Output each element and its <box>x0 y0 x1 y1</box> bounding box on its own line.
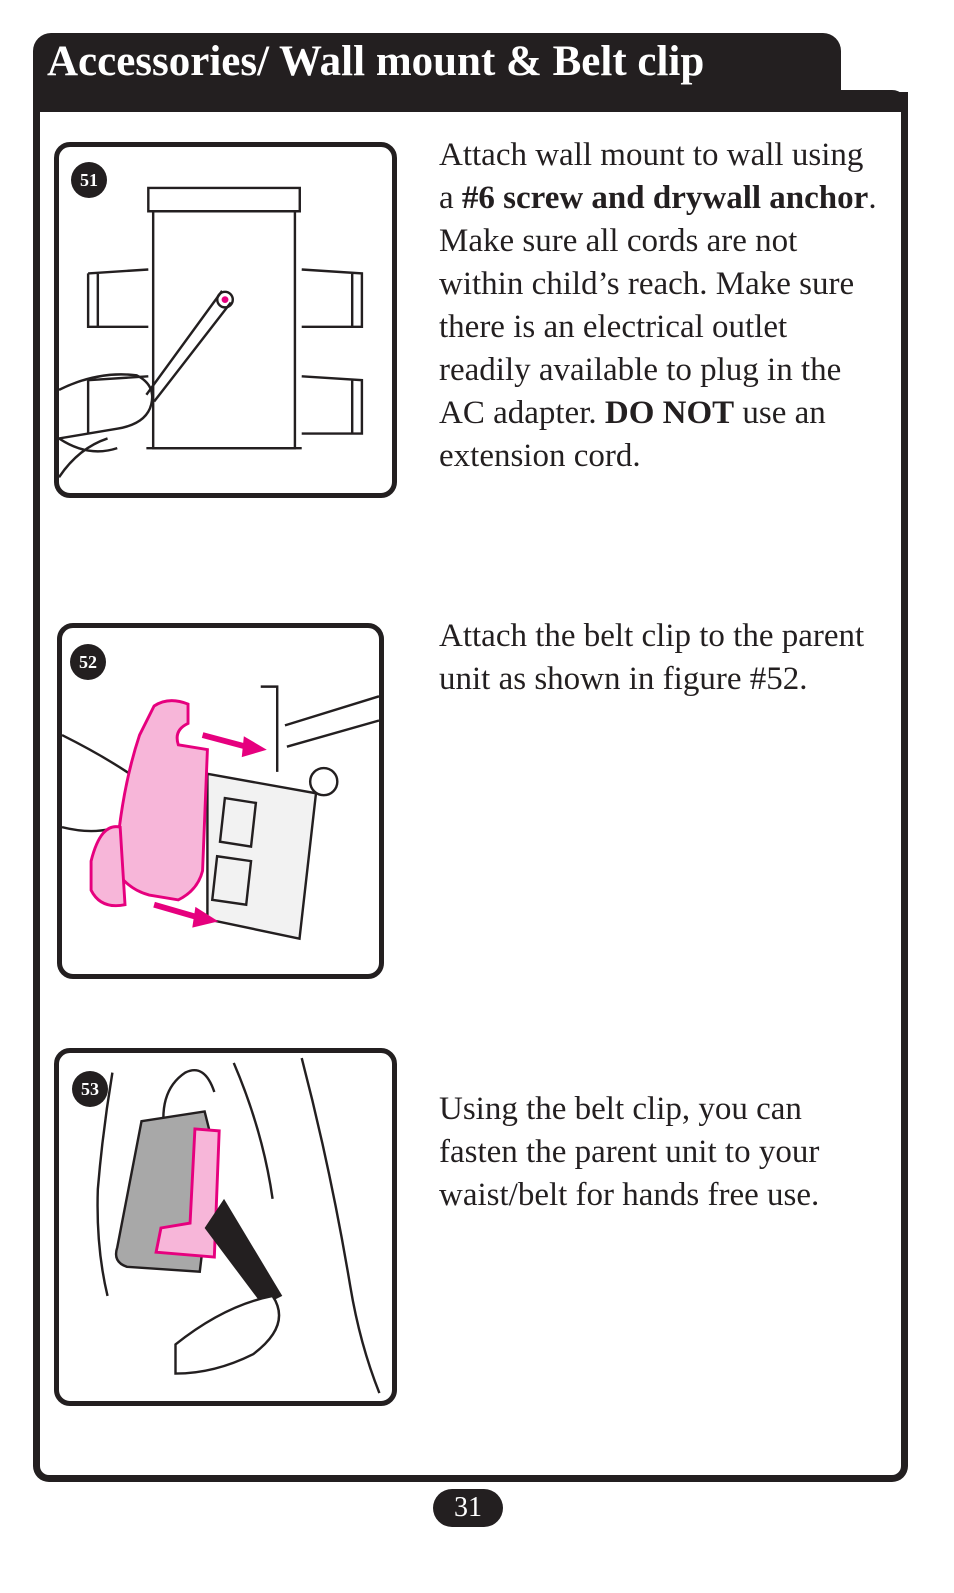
screw-anchor-emphasis: #6 screw and drywall anchor <box>461 180 869 216</box>
do-not-emphasis: DO NOT <box>604 395 735 431</box>
figure-53-waist-belt <box>54 1048 397 1406</box>
waist-belt-illustration <box>59 1053 392 1401</box>
page-number: 31 <box>433 1489 503 1527</box>
section-51-text-part: Attach wall mount to wall using a <box>439 137 864 216</box>
figure-badge-52: 52 <box>70 644 106 680</box>
section-53-text <box>439 1088 879 1217</box>
page-title: Accessories/ Wall mount & Belt clip <box>47 38 705 85</box>
section-53-text-part: Using the belt clip, you can fasten the parent unit to your waist/belt for hands free use. <box>439 1091 820 1213</box>
figure-52-belt-clip <box>57 623 384 979</box>
section-51-text-part: . Make sure all cords are not within child’s reach. Make sure there is an electrical outlet readily available to plug in the AC adapter. <box>439 180 877 431</box>
wall-mount-illustration <box>59 147 392 493</box>
section-52-text-part: Attach the belt clip to the parent unit as shown in figure #52. <box>439 618 865 697</box>
section-51-text-part: use an extension cord. <box>439 395 826 474</box>
figure-badge-53: 53 <box>72 1071 108 1107</box>
section-52-text <box>439 615 879 701</box>
figure-badge-51: 51 <box>71 162 107 198</box>
section-51-text <box>439 134 879 478</box>
belt-clip-illustration <box>62 628 379 974</box>
figure-51-wall-mount <box>54 142 397 498</box>
